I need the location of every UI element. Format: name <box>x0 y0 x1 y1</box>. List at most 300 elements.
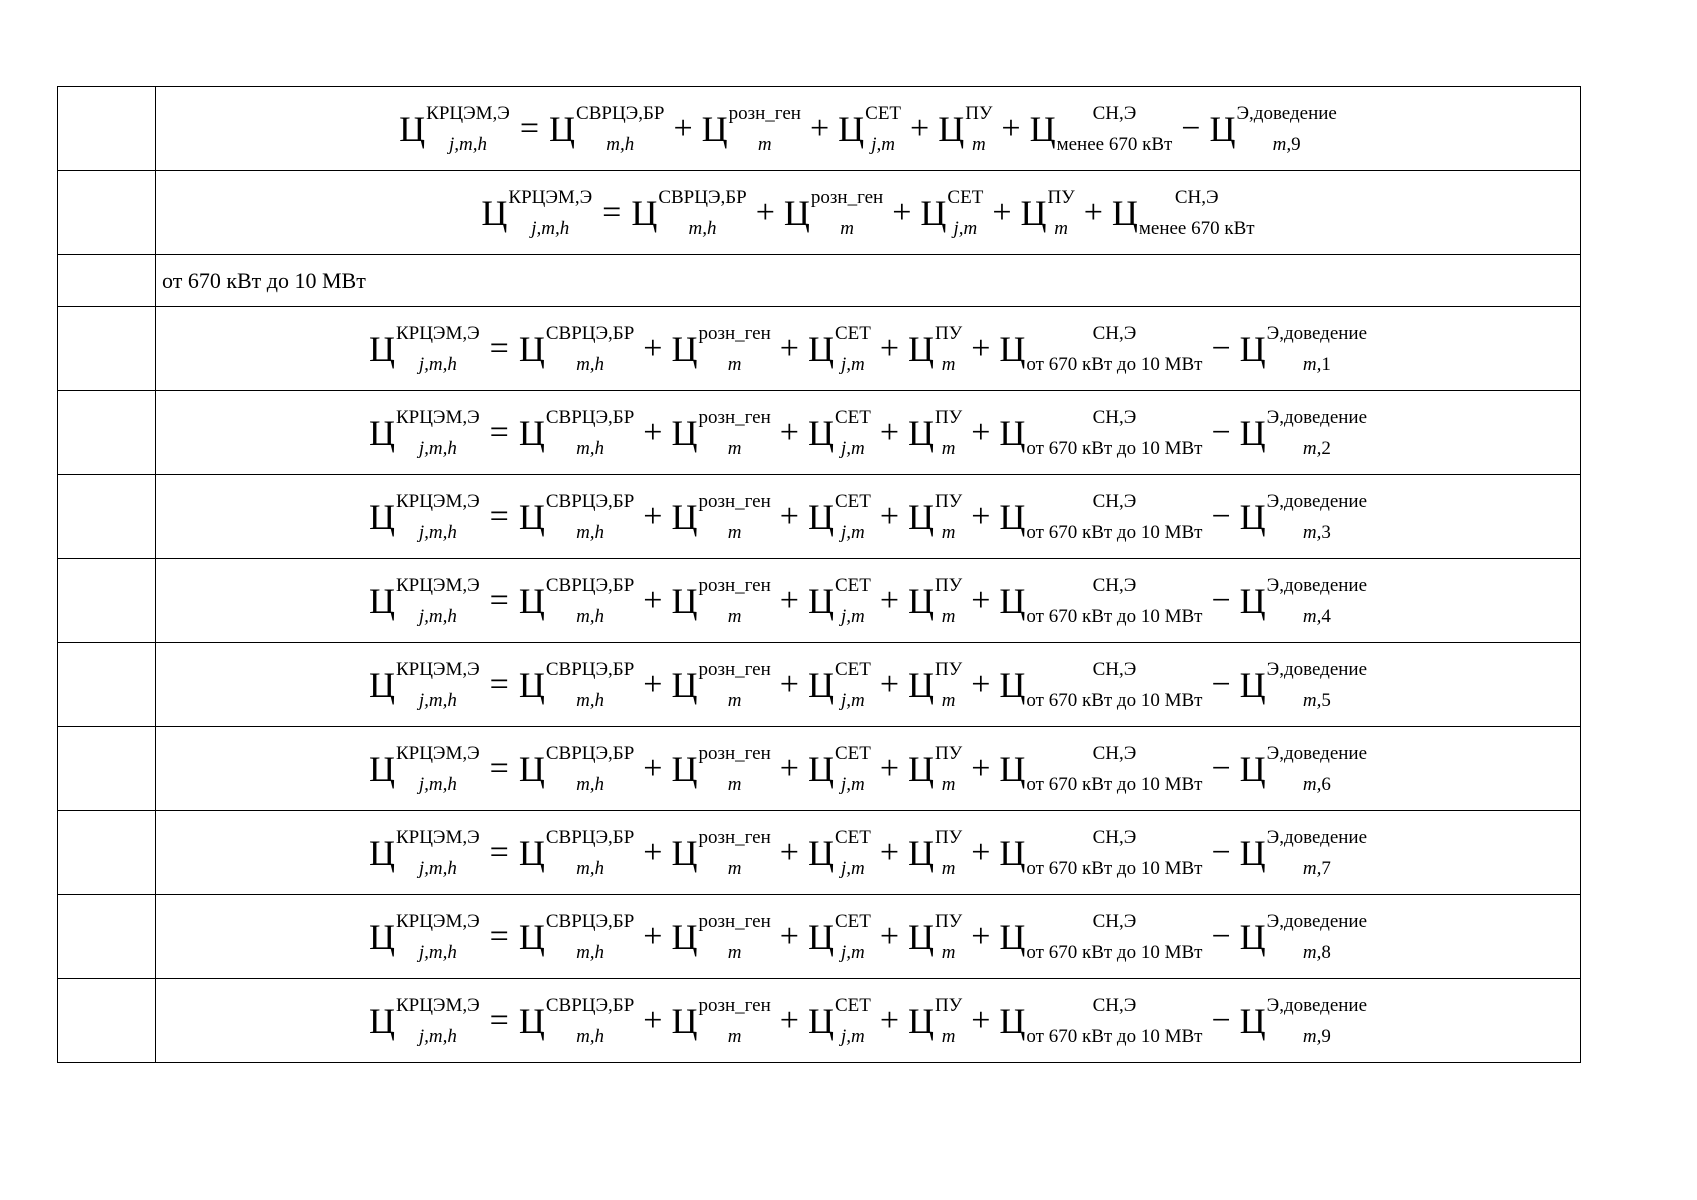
section-heading: от 670 кВт до 10 МВт <box>156 255 1581 307</box>
table-row <box>58 391 1581 475</box>
plus-sign: + <box>879 581 900 619</box>
symbol-tse: Ц <box>671 748 698 789</box>
subscript: m <box>941 521 956 543</box>
scripts <box>1026 826 1203 879</box>
superscript: СВРЦЭ,БР <box>545 658 635 680</box>
symbol-tse: Ц <box>783 192 810 233</box>
formula <box>481 186 1255 239</box>
subscript: j,m <box>841 941 865 963</box>
svrce-term <box>518 826 635 879</box>
plus-sign: + <box>910 109 930 147</box>
plus-sign: + <box>755 193 775 231</box>
scripts <box>1026 910 1203 963</box>
subscript-index: 6 <box>1321 773 1331 795</box>
superscript: Э,доведение <box>1266 574 1368 596</box>
superscript: СЕТ <box>834 574 871 596</box>
scripts <box>935 826 963 879</box>
scripts <box>545 742 635 795</box>
symbol-tse: Ц <box>671 412 698 453</box>
plus-sign: + <box>779 1001 799 1039</box>
empty-cell <box>58 811 156 895</box>
minus-sign: − <box>1211 665 1231 703</box>
symbol-tse: Ц <box>368 1000 395 1041</box>
formula <box>368 658 1368 711</box>
symbol-tse: Ц <box>1239 496 1266 537</box>
dovedenie-term <box>1239 910 1368 963</box>
svrce-term <box>518 994 635 1047</box>
subscript: от 670 кВт до 10 МВт <box>1026 521 1203 543</box>
superscript: СВРЦЭ,БР <box>576 102 665 124</box>
scripts <box>1026 406 1203 459</box>
table-row <box>58 811 1581 895</box>
superscript: СН,Э <box>1092 994 1137 1016</box>
superscript: ПУ <box>1047 186 1075 208</box>
scripts <box>395 658 480 711</box>
scripts <box>865 102 902 155</box>
symbol-tse: Ц <box>671 916 698 957</box>
scripts <box>935 322 963 375</box>
scripts <box>965 102 993 155</box>
scripts <box>935 406 963 459</box>
superscript: СН,Э <box>1092 658 1137 680</box>
superscript: СЕТ <box>834 742 871 764</box>
subscript-index: 7 <box>1321 857 1331 879</box>
subscript-index: 1 <box>1321 353 1331 375</box>
scripts <box>545 826 635 879</box>
plus-sign: + <box>779 581 799 619</box>
subscript: j,m <box>841 605 865 627</box>
superscript: Э,доведение <box>1266 742 1368 764</box>
formula-cell <box>156 475 1581 559</box>
equals-sign: = <box>602 193 622 231</box>
scripts <box>1266 994 1368 1047</box>
subscript: m <box>727 521 742 543</box>
subscript: j,m,h <box>418 689 457 711</box>
subscript: m <box>941 1025 956 1047</box>
scripts <box>1266 322 1368 375</box>
superscript: КРЦЭМ,Э <box>508 186 593 208</box>
sn-term <box>999 910 1203 963</box>
scripts <box>1047 186 1075 239</box>
equals-sign: = <box>489 413 509 451</box>
subscript: от 670 кВт до 10 МВт <box>1026 437 1203 459</box>
subscript: j,m <box>841 857 865 879</box>
superscript: СЕТ <box>834 490 871 512</box>
subscript-index: 4 <box>1321 605 1331 627</box>
superscript: розн_ген <box>698 826 771 848</box>
formula-cell <box>156 307 1581 391</box>
set-term <box>807 406 871 459</box>
subscript: j,m,h <box>418 437 457 459</box>
set-term <box>807 910 871 963</box>
plus-sign: + <box>779 497 799 535</box>
formula <box>368 322 1368 375</box>
superscript: КРЦЭМ,Э <box>395 490 480 512</box>
rozn-gen-term <box>671 910 771 963</box>
superscript: СЕТ <box>834 826 871 848</box>
symbol-tse: Ц <box>368 496 395 537</box>
table-row <box>58 727 1581 811</box>
set-term <box>807 658 871 711</box>
subscript-index: 8 <box>1321 941 1331 963</box>
subscript <box>1267 607 1367 627</box>
superscript: СЕТ <box>834 322 871 344</box>
subscript: m <box>941 689 956 711</box>
symbol-tse: Ц <box>807 916 834 957</box>
symbol-tse: Ц <box>671 496 698 537</box>
subscript: от 670 кВт до 10 МВт <box>1026 773 1203 795</box>
symbol-tse: Ц <box>1239 328 1266 369</box>
set-term <box>807 574 871 627</box>
svrce-term <box>518 406 635 459</box>
scripts <box>395 490 480 543</box>
plus-sign: + <box>643 749 663 787</box>
plus-sign: + <box>971 665 991 703</box>
symbol-tse: Ц <box>807 832 834 873</box>
empty-cell <box>58 255 156 307</box>
scripts <box>698 658 771 711</box>
subscript: m <box>757 133 772 155</box>
subscript: m <box>727 437 742 459</box>
superscript: КРЦЭМ,Э <box>395 658 480 680</box>
symbol-tse: Ц <box>1209 108 1236 149</box>
symbol-tse: Ц <box>999 1000 1026 1041</box>
rozn-gen-term <box>671 742 771 795</box>
lhs-term <box>368 406 480 459</box>
subscript: m,h <box>576 689 605 711</box>
lhs-term <box>368 658 480 711</box>
sn-term <box>999 322 1203 375</box>
equals-sign: = <box>489 581 509 619</box>
superscript: СН,Э <box>1174 186 1219 208</box>
scripts <box>395 322 480 375</box>
formula <box>368 406 1368 459</box>
symbol-tse: Ц <box>1239 412 1266 453</box>
scripts <box>1236 102 1337 155</box>
superscript: ПУ <box>935 658 963 680</box>
scripts <box>935 910 963 963</box>
superscript: ПУ <box>935 406 963 428</box>
superscript: ПУ <box>935 910 963 932</box>
superscript: КРЦЭМ,Э <box>395 406 480 428</box>
formula <box>368 826 1368 879</box>
scripts <box>698 742 771 795</box>
subscript-prefix: m, <box>1302 857 1322 879</box>
superscript: КРЦЭМ,Э <box>395 742 480 764</box>
superscript: ПУ <box>965 102 993 124</box>
plus-sign: + <box>643 665 663 703</box>
symbol-tse: Ц <box>1239 580 1266 621</box>
rozn-gen-term <box>671 994 771 1047</box>
superscript: Э,доведение <box>1236 102 1337 124</box>
symbol-tse: Ц <box>999 832 1026 873</box>
symbol-tse: Ц <box>999 412 1026 453</box>
dovedenie-term <box>1239 994 1368 1047</box>
scripts <box>834 490 871 543</box>
formula-table-body <box>58 87 1581 1063</box>
symbol-tse: Ц <box>1239 1000 1266 1041</box>
sn-term <box>999 406 1203 459</box>
symbol-tse: Ц <box>518 748 545 789</box>
rozn-gen-term <box>783 186 884 239</box>
superscript: розн_ген <box>698 406 771 428</box>
superscript: СН,Э <box>1092 322 1137 344</box>
formula <box>399 102 1337 155</box>
subscript-prefix: m, <box>1302 605 1322 627</box>
subscript-index: 3 <box>1321 521 1331 543</box>
set-term <box>838 102 902 155</box>
scripts <box>545 322 635 375</box>
scripts <box>834 910 871 963</box>
superscript: розн_ген <box>698 742 771 764</box>
subscript-index: 5 <box>1321 689 1331 711</box>
subscript: j,m <box>841 689 865 711</box>
subscript-prefix: m, <box>1302 773 1322 795</box>
scripts <box>658 186 747 239</box>
sn-term <box>1111 186 1255 239</box>
scripts <box>395 742 480 795</box>
superscript: СН,Э <box>1092 102 1137 124</box>
superscript: ПУ <box>935 322 963 344</box>
set-term <box>807 490 871 543</box>
rozn-gen-term <box>671 826 771 879</box>
subscript: m,h <box>576 773 605 795</box>
subscript: j,m,h <box>418 941 457 963</box>
subscript-prefix: m, <box>1302 521 1322 543</box>
set-term <box>807 322 871 375</box>
table-row <box>58 979 1581 1063</box>
empty-cell <box>58 391 156 475</box>
scripts <box>834 826 871 879</box>
superscript: Э,доведение <box>1266 994 1368 1016</box>
svrce-term <box>631 186 747 239</box>
scripts <box>1266 910 1368 963</box>
superscript: КРЦЭМ,Э <box>395 994 480 1016</box>
superscript: СВРЦЭ,БР <box>545 406 635 428</box>
empty-cell <box>58 475 156 559</box>
set-term <box>920 186 984 239</box>
dovedenie-term <box>1239 322 1368 375</box>
scripts <box>834 742 871 795</box>
equals-sign: = <box>489 749 509 787</box>
svrce-term <box>549 102 665 155</box>
formula-cell <box>156 895 1581 979</box>
superscript: СН,Э <box>1092 910 1137 932</box>
symbol-tse: Ц <box>908 832 935 873</box>
symbol-tse: Ц <box>807 748 834 789</box>
plus-sign: + <box>971 749 991 787</box>
symbol-tse: Ц <box>671 832 698 873</box>
subscript: j,m,h <box>418 857 457 879</box>
symbol-tse: Ц <box>518 580 545 621</box>
set-term <box>807 994 871 1047</box>
sn-term <box>999 742 1203 795</box>
superscript: Э,доведение <box>1266 826 1368 848</box>
superscript: СН,Э <box>1092 826 1137 848</box>
plus-sign: + <box>892 193 912 231</box>
pu-term <box>908 658 963 711</box>
symbol-tse: Ц <box>481 192 508 233</box>
dovedenie-term <box>1239 742 1368 795</box>
plus-sign: + <box>673 109 693 147</box>
superscript: КРЦЭМ,Э <box>395 910 480 932</box>
scripts <box>545 574 635 627</box>
scripts <box>545 658 635 711</box>
scripts <box>1056 102 1173 155</box>
empty-cell <box>58 727 156 811</box>
lhs-term <box>368 322 480 375</box>
symbol-tse: Ц <box>671 580 698 621</box>
symbol-tse: Ц <box>1029 108 1056 149</box>
symbol-tse: Ц <box>518 916 545 957</box>
formula-cell <box>156 727 1581 811</box>
pu-term <box>908 994 963 1047</box>
superscript: КРЦЭМ,Э <box>426 102 510 124</box>
empty-cell <box>58 643 156 727</box>
superscript: розн_ген <box>698 322 771 344</box>
superscript: СЕТ <box>834 406 871 428</box>
symbol-tse: Ц <box>908 328 935 369</box>
subscript <box>1267 523 1367 543</box>
scripts <box>947 186 984 239</box>
equals-sign: = <box>489 1001 509 1039</box>
set-term <box>807 826 871 879</box>
lhs-term <box>368 742 480 795</box>
formula <box>368 574 1368 627</box>
symbol-tse: Ц <box>368 328 395 369</box>
symbol-tse: Ц <box>908 580 935 621</box>
subscript: j,m,h <box>418 1025 457 1047</box>
symbol-tse: Ц <box>908 412 935 453</box>
subscript: j,m <box>841 773 865 795</box>
scripts <box>1266 826 1368 879</box>
subscript: m,h <box>576 941 605 963</box>
symbol-tse: Ц <box>518 328 545 369</box>
subscript: j,m <box>841 437 865 459</box>
plus-sign: + <box>809 109 830 147</box>
subscript: m <box>941 353 956 375</box>
subscript-prefix: m, <box>1302 941 1322 963</box>
symbol-tse: Ц <box>671 328 698 369</box>
superscript: ПУ <box>935 826 963 848</box>
symbol-tse: Ц <box>368 916 395 957</box>
minus-sign: − <box>1211 917 1231 955</box>
scripts <box>1266 490 1368 543</box>
superscript: СВРЦЭ,БР <box>545 322 635 344</box>
plus-sign: + <box>879 917 900 955</box>
minus-sign: − <box>1211 749 1231 787</box>
superscript: розн_ген <box>698 910 771 932</box>
scripts <box>698 826 771 879</box>
symbol-tse: Ц <box>368 748 395 789</box>
subscript <box>1267 439 1367 459</box>
dovedenie-term <box>1239 406 1368 459</box>
scripts <box>1266 658 1368 711</box>
subscript: j,m,h <box>418 353 457 375</box>
minus-sign: − <box>1211 329 1231 367</box>
symbol-tse: Ц <box>938 108 965 149</box>
symbol-tse: Ц <box>908 916 935 957</box>
superscript: СВРЦЭ,БР <box>545 994 635 1016</box>
superscript: СН,Э <box>1092 574 1137 596</box>
subscript: m <box>941 773 956 795</box>
superscript: СВРЦЭ,БР <box>545 490 635 512</box>
symbol-tse: Ц <box>1239 748 1266 789</box>
subscript: j,m <box>841 353 865 375</box>
sn-term <box>999 658 1203 711</box>
rozn-gen-term <box>701 102 801 155</box>
plus-sign: + <box>879 329 900 367</box>
scripts <box>1026 994 1203 1047</box>
equals-sign: = <box>489 665 509 703</box>
scripts <box>935 658 963 711</box>
lhs-term <box>399 102 510 155</box>
subscript-index: 9 <box>1321 1025 1331 1047</box>
plus-sign: + <box>643 917 663 955</box>
symbol-tse: Ц <box>999 664 1026 705</box>
lhs-term <box>481 186 593 239</box>
symbol-tse: Ц <box>368 412 395 453</box>
empty-cell <box>58 87 156 171</box>
plus-sign: + <box>971 329 991 367</box>
scripts <box>935 490 963 543</box>
superscript: Э,доведение <box>1266 490 1368 512</box>
superscript: СВРЦЭ,БР <box>545 826 635 848</box>
superscript: Э,доведение <box>1266 406 1368 428</box>
subscript: m <box>727 1025 742 1047</box>
scripts <box>1026 322 1203 375</box>
pu-term <box>908 490 963 543</box>
superscript: розн_ген <box>698 490 771 512</box>
subscript: m,h <box>688 217 717 239</box>
svrce-term <box>518 742 635 795</box>
symbol-tse: Ц <box>399 108 426 149</box>
scripts <box>834 574 871 627</box>
formula-cell <box>156 811 1581 895</box>
svrce-term <box>518 658 635 711</box>
pu-term <box>908 322 963 375</box>
plus-sign: + <box>779 833 799 871</box>
subscript: от 670 кВт до 10 МВт <box>1026 1025 1203 1047</box>
pu-term <box>908 826 963 879</box>
symbol-tse: Ц <box>1239 832 1266 873</box>
dovedenie-term <box>1239 490 1368 543</box>
scripts <box>395 406 480 459</box>
pu-term <box>908 910 963 963</box>
plus-sign: + <box>971 497 991 535</box>
symbol-tse: Ц <box>999 916 1026 957</box>
rozn-gen-term <box>671 658 771 711</box>
table-row <box>58 255 1581 307</box>
lhs-term <box>368 574 480 627</box>
sn-term <box>999 826 1203 879</box>
plus-sign: + <box>879 1001 900 1039</box>
empty-cell <box>58 895 156 979</box>
symbol-tse: Ц <box>807 412 834 453</box>
plus-sign: + <box>971 833 991 871</box>
table-row <box>58 895 1581 979</box>
scripts <box>698 910 771 963</box>
rozn-gen-term <box>671 574 771 627</box>
subscript: от 670 кВт до 10 МВт <box>1026 605 1203 627</box>
symbol-tse: Ц <box>999 496 1026 537</box>
subscript <box>1267 943 1367 963</box>
subscript: m <box>941 941 956 963</box>
scripts <box>834 658 871 711</box>
subscript: m <box>840 217 854 239</box>
subscript: m,h <box>576 353 605 375</box>
scripts <box>545 994 635 1047</box>
